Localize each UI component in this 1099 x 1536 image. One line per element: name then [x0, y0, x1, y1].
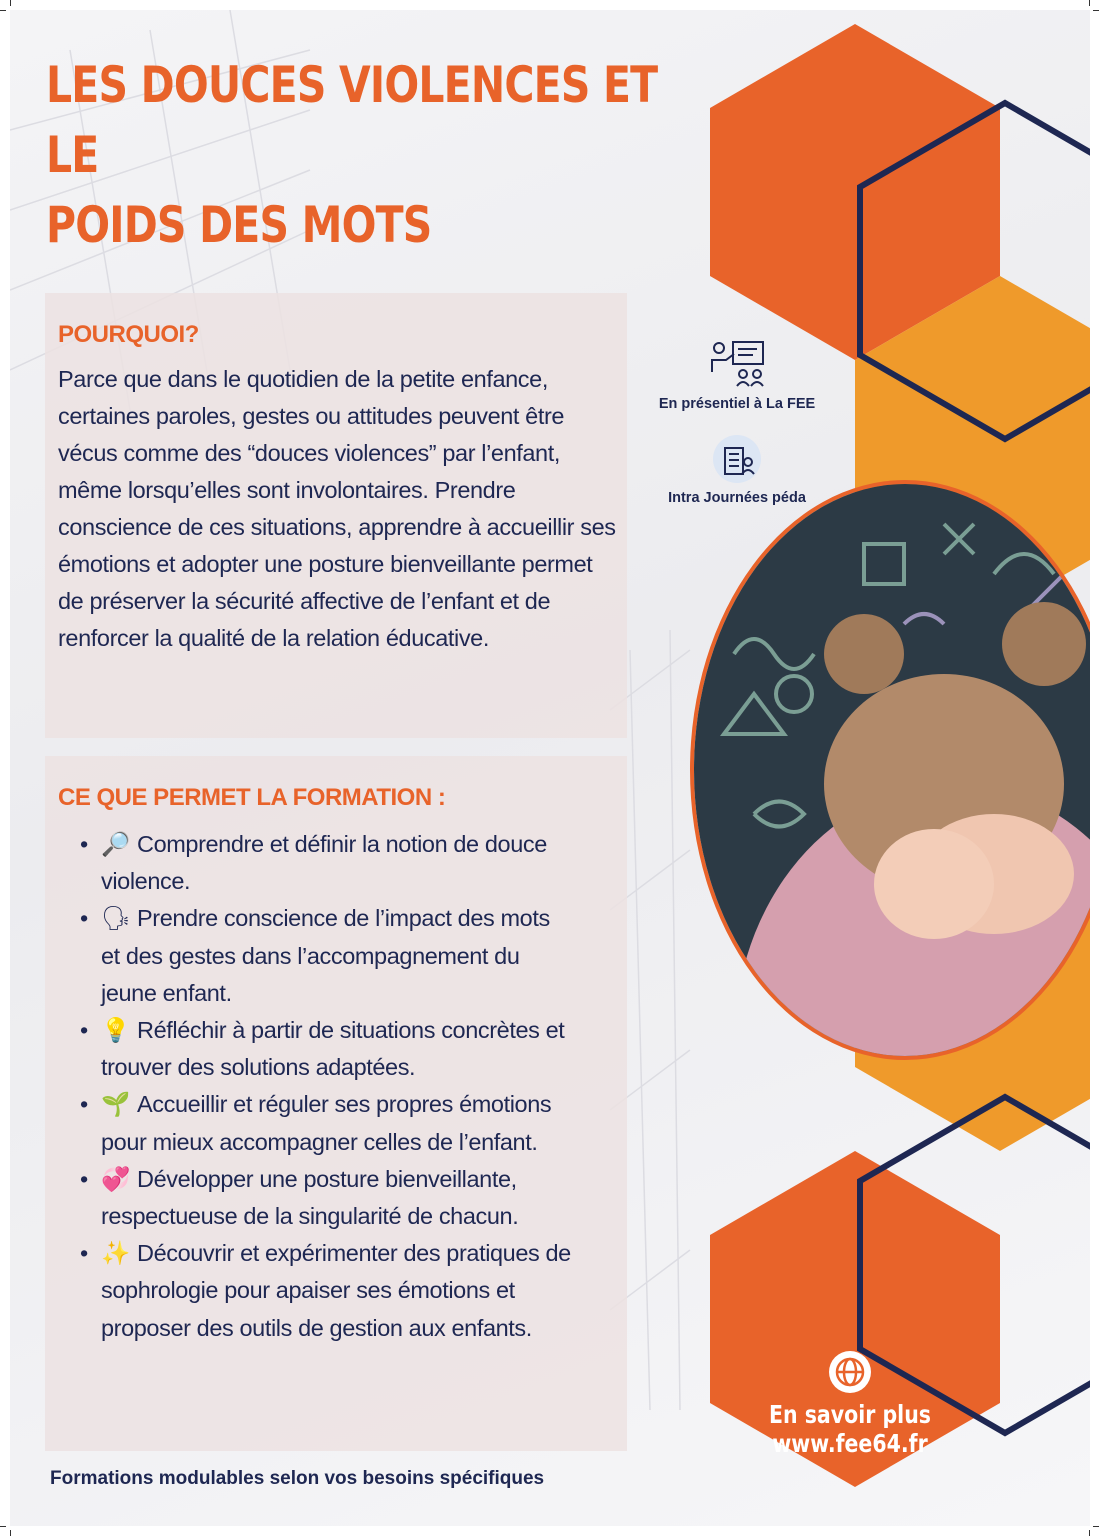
lightbulb-icon: 💡 — [101, 1017, 130, 1044]
why-text: Parce que dans le quotidien de la petite enfance, certaines paroles, gestes ou attitudes peuvent être vécus comme des “douces violences” par l’enfant, même lorsqu’elles sont involontaires. Prendre conscience de ces situations, apprendre à accueillir ses émotions et adopter une posture bienveillante permet de préserver la sécurité affective de l’enfant et de renforcer la qualité de la relation éducative. — [58, 366, 616, 651]
benefit-text: Prendre conscience de l’impact des mots et des gestes dans l’accompagnement du jeune enfant. — [101, 905, 550, 1006]
flyer-page — [10, 10, 1090, 1526]
mode-intra-label: Intra Journées péda — [668, 490, 806, 506]
mode-onsite-label: En présentiel à La FEE — [658, 396, 816, 412]
benefit-text: Découvrir et expérimenter des pratiques de sophrologie pour apaiser ses émotions et proposer des outils de gestion aux enfants. — [101, 1240, 571, 1341]
benefit-item — [58, 1086, 571, 1160]
presentation-icon — [707, 340, 767, 390]
mode-onsite — [637, 340, 837, 412]
sparkles-icon: ✨ — [101, 1240, 130, 1267]
seedling-icon: 🌱 — [101, 1091, 130, 1118]
benefit-text: Accueillir et réguler ses propres émotions pour mieux accompagner celles de l’enfant. — [101, 1091, 552, 1155]
title-line-1: LES DOUCES VIOLENCES ET LE — [46, 56, 658, 184]
website-url[interactable]: www.fee64.fr — [772, 1429, 928, 1458]
benefits-list — [58, 826, 627, 1347]
benefit-item — [58, 1235, 571, 1347]
benefit-text: Développer une posture bienveillante, respectueuse de la singularité de chacun. — [101, 1165, 519, 1230]
benefits-panel — [45, 756, 627, 1451]
magnifier-icon: 🔎 — [101, 831, 130, 857]
benefit-item — [58, 900, 571, 1012]
benefit-text: Réfléchir à partir de situations concrètes et trouver des solutions adaptées. — [101, 1017, 565, 1081]
why-heading: POURQUOI? — [58, 321, 199, 348]
title-line-2: POIDS DES MOTS — [46, 196, 432, 254]
benefit-item — [58, 826, 571, 900]
mode-intra — [637, 434, 837, 506]
footer-note: Formations modulables selon vos besoins spécifiques — [50, 1468, 545, 1489]
building-icon — [712, 434, 762, 484]
benefits-heading: CE QUE PERMET LA FORMATION : — [58, 784, 446, 811]
globe-icon — [828, 1350, 872, 1394]
learn-more-label: En savoir plus — [768, 1400, 931, 1429]
benefit-item — [58, 1161, 571, 1235]
benefit-item — [58, 1012, 571, 1086]
speaking-head-icon: 🗣 — [101, 905, 131, 932]
benefit-text: Comprendre et définir la notion de douce violence. — [101, 831, 547, 895]
why-panel — [45, 293, 627, 738]
learn-more-link[interactable] — [750, 1350, 950, 1458]
heart-icon: 💞 — [101, 1165, 130, 1192]
